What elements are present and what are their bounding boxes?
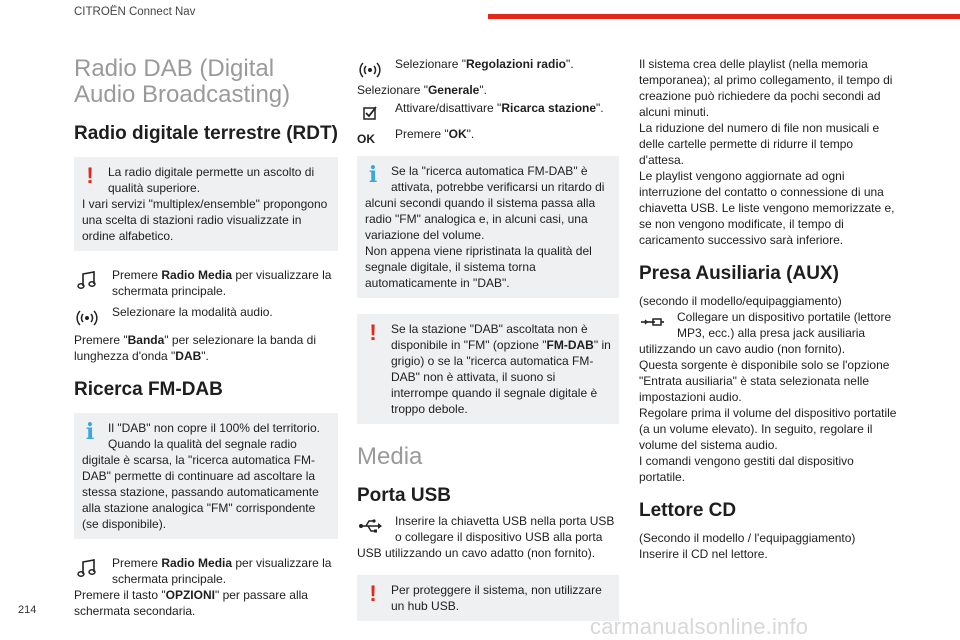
header-accent-bar: [488, 14, 960, 19]
usb-icon: [357, 515, 383, 537]
heading-cd: Lettore CD: [639, 500, 737, 521]
notice-text: Non appena viene ripristinata la qualità del segnale digitale, il sistema torna automaticamente in "DAB".: [365, 244, 592, 290]
music-note-icon: [74, 557, 100, 579]
step-text: Inserire la chiavetta USB nella porta USB o collegare il dispositivo USB alla porta: [395, 514, 615, 544]
heading-fm-dab: Ricerca FM-DAB: [74, 379, 223, 400]
model-note: (Secondo il modello / l'equipaggiamento): [639, 531, 856, 545]
step-text: Attivare/disattivare "Ricarca stazione".: [395, 101, 604, 115]
music-note-icon: [74, 269, 100, 291]
step-text: Premere Radio Media per visualizzare la schermata principale.: [112, 556, 332, 586]
model-note: (secondo il modello/equipaggiamento): [639, 294, 842, 308]
notice-text: Per proteggere il sistema, non utilizzare un hub USB.: [391, 583, 602, 613]
paragraph: Il sistema crea delle playlist (nella memoria temporanea); al primo collegamento, il tempo di creazione può richiedere da pochi secondi ad alcuni minuti.: [639, 57, 893, 119]
warning-icon: !: [86, 163, 94, 188]
paragraph: Questa sorgente è disponibile solo se l'opzione "Entrata ausiliaria" è stata selezionata nelle impostazioni audio.: [639, 358, 890, 404]
info-notice: [74, 413, 338, 539]
paragraph-band: Premere "Banda" per selezionare la banda di lunghezza d'onda "DAB".: [74, 333, 316, 363]
step-text: Selezionare "Regolazioni radio".: [395, 57, 574, 71]
notice-text: Se la "ricerca automatica FM-DAB" è attivata, potrebbe verificarsi un ritardo di: [391, 164, 605, 194]
warning-notice: [74, 157, 338, 251]
warning-notice: [357, 575, 619, 621]
radio-antenna-icon: [357, 58, 383, 80]
warning-icon: !: [369, 320, 377, 345]
watermark: carmanualsonline.info: [590, 614, 809, 639]
heading-aux: Presa Ausiliaria (AUX): [639, 263, 839, 284]
aux-jack-icon: [639, 311, 665, 333]
paragraph: Inserire il CD nel lettore.: [639, 547, 768, 561]
info-icon: i: [85, 419, 95, 445]
notice-text: La radio digitale permette un ascolto di qualità superiore.: [108, 165, 315, 195]
notice-text: Il "DAB" non copre il 100% del territorio. Quando la qualità del segnale radio: [108, 421, 320, 451]
step-insert-usb: [357, 513, 619, 545]
step-text: Premere Radio Media per visualizzare la schermata principale.: [112, 268, 332, 298]
warning-icon: !: [369, 581, 377, 606]
step-connect-aux: [639, 309, 901, 341]
paragraph: Regolare prima il volume del dispositivo portatile (a un volume elevato). In seguito, regolare il volume del sistema audio.: [639, 406, 897, 452]
page-number: 214: [18, 604, 37, 616]
step-text: Premere "OK".: [395, 127, 475, 141]
heading-usb: Porta USB: [357, 485, 451, 506]
radio-antenna-icon: [74, 306, 100, 328]
notice-text: digitale è scarsa, la "ricerca automatica FM-DAB" permette di continuare ad ascoltare la stessa stazione, passando automaticamente alla stazione analogica "FM" corrispondente (se disponibile).: [82, 453, 319, 531]
step-text-continued: USB utilizzando un cavo adatto (non fornito).: [357, 546, 596, 560]
step-toggle-search: [357, 100, 619, 116]
step-text: Collegare un dispositivo portatile (lettore MP3, ecc.) alla presa jack ausiliaria: [677, 310, 892, 340]
ok-icon: OK: [357, 132, 375, 146]
paragraph-options: Premere il tasto "OPZIONI" per passare alla schermata secondaria.: [74, 588, 308, 618]
notice-text: Se la stazione "DAB" ascoltata non è disponibile in "FM" (opzione "FM-DAB" in grigio) o se la "ricerca automatica FM-DAB" non è attivata, il suono si interrompe quando il segnale digitale è troppo debole.: [391, 322, 611, 416]
warning-notice: [357, 314, 619, 424]
step-press-ok: [357, 126, 619, 146]
checkbox-icon: [357, 102, 383, 124]
info-notice: [357, 156, 619, 298]
notice-text: alcuni secondi quando il sistema passa alla radio "FM" analogica e, in alcuni casi, una variazione del volume.: [365, 196, 596, 242]
heading-rdt: Radio digitale terrestre (RDT): [74, 123, 338, 144]
column-3: [639, 56, 901, 562]
running-header-title: CITROËN Connect Nav: [74, 6, 196, 18]
paragraph: Le playlist vengono aggiornate ad ogni interruzione del contatto o connessione di una chiavetta USB. Le liste vengono memorizzate e, se non vengono modificate, il tempo di caricamento successivo sarà inferiore.: [639, 169, 895, 247]
column-1: [74, 56, 338, 619]
info-icon: i: [368, 162, 378, 188]
paragraph-general: Selezionare "Generale".: [357, 83, 487, 97]
step-audio-mode: [74, 304, 338, 320]
step-radio-media-2: [74, 555, 338, 587]
notice-text: I vari servizi "multiplex/ensemble" propongono una scelta di stazioni radio visualizzate in ordine alfabetico.: [82, 197, 328, 243]
section-title-media: Media: [357, 443, 423, 470]
step-text: Selezionare la modalità audio.: [112, 305, 273, 319]
step-radio-media: [74, 267, 338, 299]
paragraph: I comandi vengono gestiti dal dispositivo portatile.: [639, 454, 854, 484]
step-text-continued: utilizzando un cavo audio (non fornito).: [639, 342, 846, 356]
paragraph: La riduzione del numero di file non musicali e delle cartelle permette di ridurre il tempo d'attesa.: [639, 121, 880, 167]
column-2: [357, 56, 619, 637]
section-title-dab: Radio DAB (Digital Audio Broadcasting): [74, 55, 291, 108]
step-radio-settings: [357, 56, 619, 72]
